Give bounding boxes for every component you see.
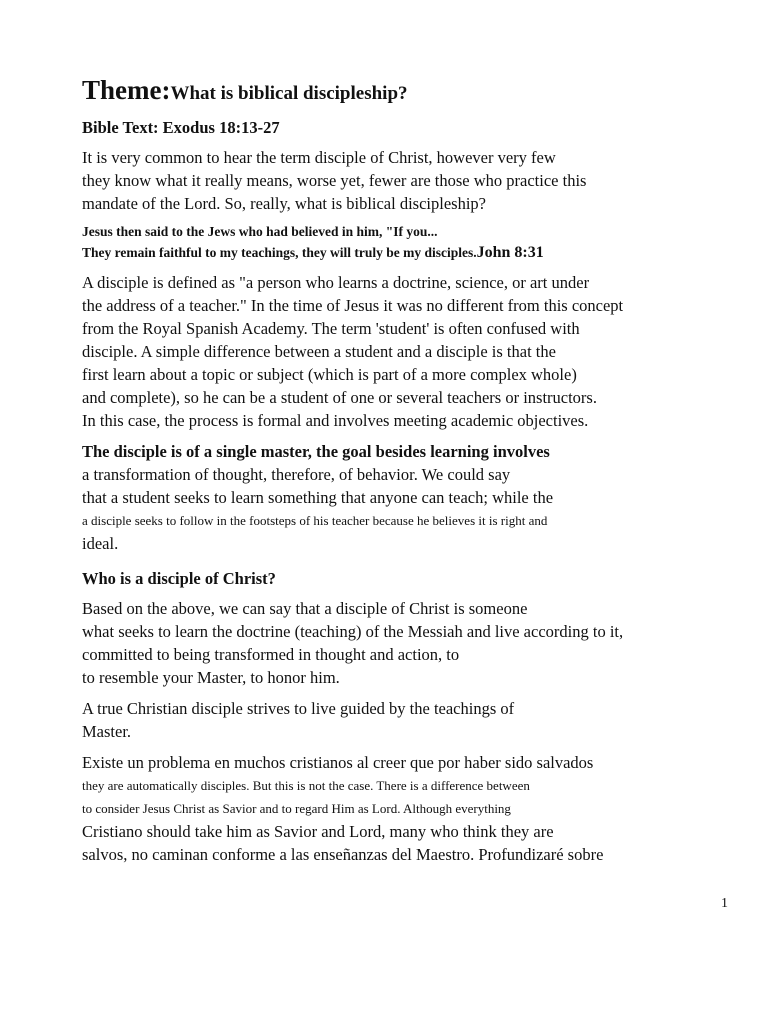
paragraph-intro [82, 146, 702, 215]
text-line: Based on the above, we can say that a disciple of Christ is someone [82, 599, 528, 618]
text-line-small: to consider Jesus Christ as Savior and to regard Him as Lord. Although everything [82, 801, 511, 816]
page-title [82, 72, 702, 104]
text-line: they know what it really means, worse yet, fewer are those who practice this [82, 171, 587, 190]
text-line-bold: The disciple is of a single master, the goal besides learning involves [82, 442, 550, 461]
text-line: mandate of the Lord. So, really, what is biblical discipleship? [82, 194, 486, 213]
paragraph-single-master [82, 440, 702, 555]
text-line: Existe un problema en muchos cristianos al creer que por haber sido salvados [82, 753, 594, 772]
document-page [82, 72, 702, 866]
paragraph-true-disciple [82, 697, 702, 743]
text-line: from the Royal Spanish Academy. The term 'student' is often confused with [82, 319, 580, 338]
text-line: committed to being transformed in thought and action, to [82, 645, 460, 664]
text-line: salvos, no caminan conforme a las enseñanzas del Maestro. Profundizaré sobre [82, 845, 604, 864]
text-line: and complete), so he can be a student of one or several teachers or instructors. [82, 388, 597, 407]
quote-line: They remain faithful to my teachings, they will truly be my disciples. [82, 245, 477, 260]
text-line-small: they are automatically disciples. But this is not the case. There is a difference between [82, 778, 530, 793]
text-line: to resemble your Master, to honor him. [82, 668, 340, 687]
text-line: first learn about a topic or subject (which is part of a more complex whole) [82, 365, 577, 384]
text-line: Cristiano should take him as Savior and Lord, many who think they are [82, 822, 554, 841]
text-line: that a student seeks to learn something that anyone can teach; while the [82, 488, 554, 507]
paragraph-disciple-of-christ [82, 597, 702, 689]
text-line: Master. [82, 722, 132, 741]
quote-reference: John 8:31 [476, 244, 544, 261]
text-line: ideal. [82, 534, 119, 553]
text-line: a transformation of thought, therefore, of behavior. We could say [82, 465, 511, 484]
theme-text: What is biblical discipleship? [170, 83, 408, 104]
text-line: disciple. A simple difference between a student and a disciple is that the [82, 342, 556, 361]
text-line: It is very common to hear the term disciple of Christ, however very few [82, 148, 556, 167]
scripture-quote [82, 221, 702, 263]
text-line: In this case, the process is formal and involves meeting academic objectives. [82, 411, 589, 430]
paragraph-definition [82, 271, 702, 432]
text-line: what seeks to learn the doctrine (teaching) of the Messiah and live according to it, [82, 622, 624, 641]
page-number: 1 [721, 896, 728, 911]
text-line: the address of a teacher." In the time of Jesus it was no different from this concept [82, 296, 624, 315]
section-heading-who: Who is a disciple of Christ? [82, 569, 276, 588]
paragraph-problem [82, 751, 702, 866]
quote-line-with-ref [82, 242, 702, 263]
quote-line: Jesus then said to the Jews who had believed in him, "If you... [82, 224, 438, 239]
text-line: A true Christian disciple strives to live guided by the teachings of [82, 699, 515, 718]
text-line: A disciple is defined as "a person who learns a doctrine, science, or art under [82, 273, 590, 292]
theme-label: Theme: [82, 75, 171, 105]
text-line-small: a disciple seeks to follow in the footsteps of his teacher because he believes it is right and [82, 513, 548, 528]
bible-text-heading: Bible Text: Exodus 18:13-27 [82, 118, 280, 137]
